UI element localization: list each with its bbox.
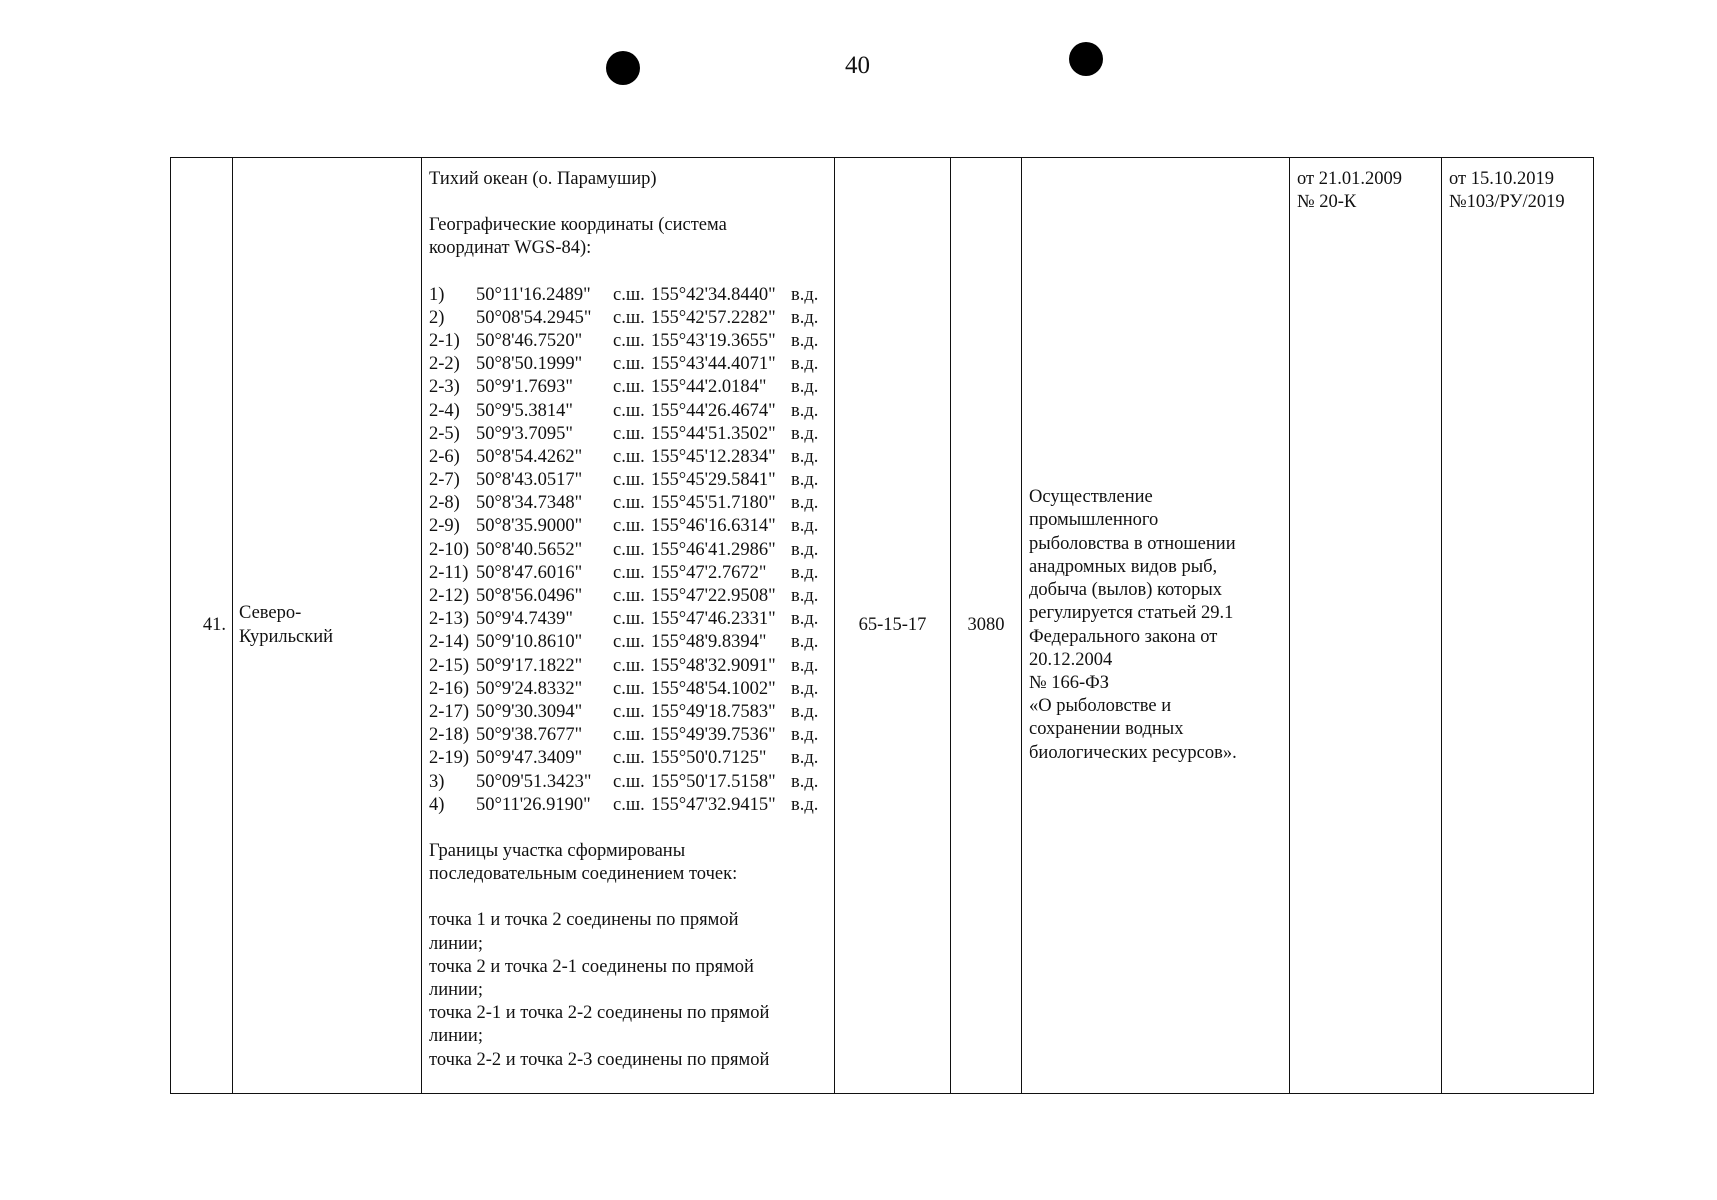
latitude-value: 50°11'16.2489" xyxy=(476,284,591,305)
latitude-suffix: с.ш. xyxy=(613,586,645,607)
latitude-value: 50°9'1.7693" xyxy=(476,377,573,398)
point-label: 2-13) xyxy=(429,609,470,630)
latitude-value: 50°8'54.4262" xyxy=(476,446,583,467)
latitude-value: 50°9'4.7439" xyxy=(476,609,573,630)
point-label: 2-6) xyxy=(429,446,460,467)
fishing-area-table xyxy=(170,157,1594,1094)
longitude-value: 155°48'32.9091" xyxy=(651,655,776,676)
connection-item: точка 2 и точка 2-1 соединены по прямой линии; xyxy=(429,956,754,1000)
longitude-value: 155°44'51.3502" xyxy=(651,423,776,444)
longitude-suffix: в.д. xyxy=(791,516,819,537)
longitude-value: 155°44'26.4674" xyxy=(651,400,776,421)
longitude-suffix: в.д. xyxy=(791,678,819,699)
point-label: 2-19) xyxy=(429,748,470,769)
coordinate-row xyxy=(429,794,834,817)
latitude-value: 50°11'26.9190" xyxy=(476,794,591,815)
latitude-value: 50°8'43.0517" xyxy=(476,470,583,491)
longitude-suffix: в.д. xyxy=(791,771,819,792)
point-label: 1) xyxy=(429,284,445,305)
area-size: 3080 xyxy=(951,158,1022,1094)
punch-hole-right xyxy=(1069,42,1103,76)
longitude-value: 155°47'32.9415" xyxy=(651,794,776,815)
document-ref-2: от 15.10.2019 №103/РУ/2019 xyxy=(1442,158,1594,1094)
longitude-value: 155°45'51.7180" xyxy=(651,493,776,514)
longitude-suffix: в.д. xyxy=(791,539,819,560)
point-label: 2-16) xyxy=(429,678,470,699)
point-label: 2-3) xyxy=(429,377,460,398)
row-number: 41. xyxy=(171,158,233,1094)
longitude-value: 155°49'39.7536" xyxy=(651,725,776,746)
coordinate-row xyxy=(429,771,834,794)
latitude-suffix: с.ш. xyxy=(613,493,645,514)
latitude-value: 50°8'46.7520" xyxy=(476,330,583,351)
point-label: 2-4) xyxy=(429,400,460,421)
latitude-value: 50°9'10.8610" xyxy=(476,632,583,653)
longitude-value: 155°43'19.3655" xyxy=(651,330,776,351)
longitude-suffix: в.д. xyxy=(791,632,819,653)
longitude-value: 155°42'57.2282" xyxy=(651,307,776,328)
longitude-suffix: в.д. xyxy=(791,586,819,607)
latitude-suffix: с.ш. xyxy=(613,609,645,630)
longitude-suffix: в.д. xyxy=(791,748,819,769)
point-label: 2-9) xyxy=(429,516,460,537)
longitude-suffix: в.д. xyxy=(791,470,819,491)
coordinate-row xyxy=(429,446,834,469)
longitude-suffix: в.д. xyxy=(791,400,819,421)
point-label: 2-15) xyxy=(429,655,470,676)
longitude-suffix: в.д. xyxy=(791,655,819,676)
table-row xyxy=(171,158,1594,1094)
latitude-value: 50°9'24.8332" xyxy=(476,678,583,699)
coordinate-row xyxy=(429,400,834,423)
point-label: 2-11) xyxy=(429,562,469,583)
longitude-value: 155°50'17.5158" xyxy=(651,771,776,792)
latitude-value: 50°9'17.1822" xyxy=(476,655,583,676)
longitude-value: 155°47'46.2331" xyxy=(651,609,776,630)
longitude-suffix: в.д. xyxy=(791,446,819,467)
point-label: 2-7) xyxy=(429,470,460,491)
latitude-suffix: с.ш. xyxy=(613,446,645,467)
coordinate-row xyxy=(429,284,834,307)
point-label: 2) xyxy=(429,307,445,328)
point-label: 2-14) xyxy=(429,632,470,653)
latitude-suffix: с.ш. xyxy=(613,701,645,722)
longitude-value: 155°49'18.7583" xyxy=(651,701,776,722)
longitude-suffix: в.д. xyxy=(791,609,819,630)
latitude-suffix: с.ш. xyxy=(613,678,645,699)
latitude-suffix: с.ш. xyxy=(613,771,645,792)
latitude-value: 50°8'35.9000" xyxy=(476,516,583,537)
coordinate-row xyxy=(429,353,834,376)
point-label: 2-12) xyxy=(429,586,470,607)
coord-system: Географические координаты (система координат WGS-84): xyxy=(429,215,727,259)
point-label: 4) xyxy=(429,794,445,815)
longitude-value: 155°45'12.2834" xyxy=(651,446,776,467)
latitude-value: 50°9'47.3409" xyxy=(476,748,583,769)
latitude-value: 50°9'3.7095" xyxy=(476,423,573,444)
longitude-suffix: в.д. xyxy=(791,284,819,305)
longitude-value: 155°50'0.7125" xyxy=(651,748,767,769)
longitude-value: 155°47'2.7672" xyxy=(651,562,767,583)
page-number: 40 xyxy=(845,52,870,79)
latitude-suffix: с.ш. xyxy=(613,562,645,583)
coordinate-row xyxy=(429,423,834,446)
latitude-suffix: с.ш. xyxy=(613,748,645,769)
point-label: 3) xyxy=(429,771,445,792)
latitude-suffix: с.ш. xyxy=(613,354,645,375)
coordinate-row xyxy=(429,307,834,330)
coordinate-row xyxy=(429,585,834,608)
coordinate-row xyxy=(429,562,834,585)
coordinate-row xyxy=(429,515,834,538)
coordinate-list xyxy=(429,284,834,817)
latitude-suffix: с.ш. xyxy=(613,307,645,328)
coordinate-row xyxy=(429,655,834,678)
latitude-value: 50°9'30.3094" xyxy=(476,701,583,722)
area-header: Тихий океан (о. Парамушир) xyxy=(429,169,657,189)
latitude-value: 50°08'54.2945" xyxy=(476,307,592,328)
latitude-suffix: с.ш. xyxy=(613,400,645,421)
latitude-value: 50°9'5.3814" xyxy=(476,400,573,421)
latitude-suffix: с.ш. xyxy=(613,377,645,398)
latitude-value: 50°8'50.1999" xyxy=(476,354,583,375)
area-purpose: Осуществление промышленного рыболовства в отношении анадромных видов рыб, добыча (вылов) которых регулируется статьей 29.1 Федерального закона от 20.12.2004 № 166-ФЗ «О рыболовстве и сохранении водных биологических ресурсов». xyxy=(1022,158,1290,1094)
longitude-suffix: в.д. xyxy=(791,423,819,444)
latitude-value: 50°09'51.3423" xyxy=(476,771,592,792)
area-code: 65-15-17 xyxy=(835,158,951,1094)
latitude-suffix: с.ш. xyxy=(613,423,645,444)
latitude-suffix: с.ш. xyxy=(613,284,645,305)
coordinate-row xyxy=(429,376,834,399)
coordinate-row xyxy=(429,631,834,654)
latitude-value: 50°8'56.0496" xyxy=(476,586,583,607)
point-label: 2-5) xyxy=(429,423,460,444)
connection-item: точка 1 и точка 2 соединены по прямой линии; xyxy=(429,910,739,954)
latitude-value: 50°8'34.7348" xyxy=(476,493,583,514)
area-description xyxy=(422,158,835,1094)
coordinate-row xyxy=(429,492,834,515)
longitude-suffix: в.д. xyxy=(791,377,819,398)
coordinate-row xyxy=(429,469,834,492)
longitude-value: 155°48'54.1002" xyxy=(651,678,776,699)
point-label: 2-1) xyxy=(429,330,460,351)
longitude-suffix: в.д. xyxy=(791,330,819,351)
longitude-value: 155°42'34.8440" xyxy=(651,284,776,305)
longitude-value: 155°47'22.9508" xyxy=(651,586,776,607)
latitude-suffix: с.ш. xyxy=(613,794,645,815)
latitude-value: 50°9'38.7677" xyxy=(476,725,583,746)
longitude-suffix: в.д. xyxy=(791,354,819,375)
coordinate-row xyxy=(429,701,834,724)
longitude-value: 155°43'44.4071" xyxy=(651,354,776,375)
longitude-value: 155°44'2.0184" xyxy=(651,377,767,398)
longitude-value: 155°46'41.2986" xyxy=(651,539,776,560)
coordinate-row xyxy=(429,539,834,562)
point-label: 2-17) xyxy=(429,701,470,722)
longitude-suffix: в.д. xyxy=(791,794,819,815)
area-name: Северо- Курильский xyxy=(233,158,422,1094)
longitude-value: 155°48'9.8394" xyxy=(651,632,767,653)
longitude-value: 155°46'16.6314" xyxy=(651,516,776,537)
coordinate-row xyxy=(429,608,834,631)
connection-item: точка 2-1 и точка 2-2 соединены по прямой линии; xyxy=(429,1003,770,1047)
latitude-suffix: с.ш. xyxy=(613,470,645,491)
latitude-suffix: с.ш. xyxy=(613,725,645,746)
coordinate-row xyxy=(429,330,834,353)
boundary-intro: Границы участка сформированы последовательным соединением точек: xyxy=(429,840,738,885)
longitude-suffix: в.д. xyxy=(791,493,819,514)
point-label: 2-2) xyxy=(429,354,460,375)
longitude-suffix: в.д. xyxy=(791,701,819,722)
punch-hole-left xyxy=(606,51,640,85)
document-ref-1: от 21.01.2009 № 20-К xyxy=(1290,158,1442,1094)
latitude-suffix: с.ш. xyxy=(613,330,645,351)
point-label: 2-18) xyxy=(429,725,470,746)
latitude-suffix: с.ш. xyxy=(613,632,645,653)
longitude-value: 155°45'29.5841" xyxy=(651,470,776,491)
coordinate-row xyxy=(429,747,834,770)
point-label: 2-10) xyxy=(429,539,470,560)
coordinate-row xyxy=(429,724,834,747)
latitude-value: 50°8'40.5652" xyxy=(476,539,583,560)
longitude-suffix: в.д. xyxy=(791,562,819,583)
latitude-suffix: с.ш. xyxy=(613,539,645,560)
coordinate-row xyxy=(429,678,834,701)
point-label: 2-8) xyxy=(429,493,460,514)
latitude-suffix: с.ш. xyxy=(613,516,645,537)
longitude-suffix: в.д. xyxy=(791,307,819,328)
latitude-value: 50°8'47.6016" xyxy=(476,562,583,583)
connection-list xyxy=(429,909,834,1071)
longitude-suffix: в.д. xyxy=(791,725,819,746)
connection-item: точка 2-2 и точка 2-3 соединены по прямой xyxy=(429,1049,770,1070)
latitude-suffix: с.ш. xyxy=(613,655,645,676)
